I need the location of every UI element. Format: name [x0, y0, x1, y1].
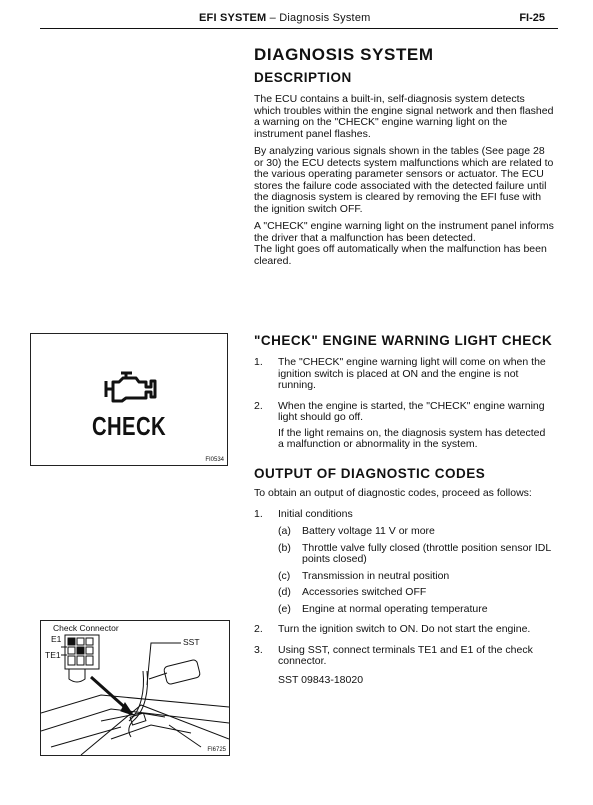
- output-codes-heading: OUTPUT OF DIAGNOSTIC CODES: [254, 466, 486, 481]
- description-paragraph: A "CHECK" engine warning light on the instrument panel informs the driver that a malfunction has been detected. The light goes off automatically when the malfunction has been cleared.: [254, 220, 554, 267]
- check-label: CHECK: [91, 411, 167, 441]
- step-text: The "CHECK" engine warning light will come on when the ignition switch is placed at ON and the engine is not running.: [278, 356, 546, 391]
- step-text: Using SST, connect terminals TE1 and E1 of the check connector.: [278, 643, 533, 667]
- sub-letter: (e): [278, 602, 291, 615]
- sub-letter: (a): [278, 525, 291, 537]
- step-number: 2.: [254, 399, 263, 412]
- e1-label: E1: [51, 634, 62, 644]
- sub-list-item: [278, 543, 554, 566]
- list-item: [254, 624, 554, 636]
- sub-letter: (c): [278, 569, 291, 582]
- running-header: [199, 12, 371, 24]
- check-engine-icon: [102, 370, 158, 404]
- output-codes-steps: [254, 509, 554, 687]
- sub-list-item: [278, 571, 554, 583]
- connector-illustration: [41, 621, 229, 755]
- sub-letter: (d): [278, 586, 291, 598]
- initial-conditions-list: [278, 526, 554, 615]
- step-number: 1.: [254, 507, 263, 520]
- te1-label: TE1: [45, 650, 61, 660]
- description-section: [254, 45, 554, 273]
- sub-text: Throttle valve fully closed (throttle position sensor IDL points closed): [302, 541, 551, 565]
- check-light-steps: [254, 357, 554, 451]
- description-paragraph: The ECU contains a built-in, self-diagnosis system detects which troubles within the engine signal network and then flashed a warning on the "CHECK" engine warning light on the instrument panel flashes.: [254, 93, 554, 140]
- page-number: FI-25: [519, 12, 545, 24]
- sub-text: Transmission in neutral position: [302, 569, 450, 582]
- step-number: 1.: [254, 356, 263, 368]
- sub-list-item: [278, 526, 554, 538]
- step-text: If the light remains on, the diagnosis system has detected a malfunction or abnormality in the system.: [278, 426, 546, 450]
- figure-code: FI0534: [205, 457, 224, 463]
- check-light-section: [254, 333, 554, 460]
- sst-label: SST: [183, 637, 200, 647]
- list-item: [254, 509, 554, 616]
- sub-text: Battery voltage 11 V or more: [302, 525, 435, 537]
- check-connector-figure: [40, 620, 230, 756]
- header-rule: [40, 28, 558, 29]
- header-subtitle: Diagnosis System: [279, 12, 371, 24]
- check-light-heading: "CHECK" ENGINE WARNING LIGHT CHECK: [254, 333, 553, 348]
- check-light-figure: [30, 333, 228, 466]
- header-section: EFI SYSTEM: [199, 12, 267, 24]
- list-item: [254, 357, 554, 392]
- output-codes-section: [254, 466, 554, 695]
- sst-number: SST 09843-18020: [278, 673, 364, 686]
- output-codes-intro: To obtain an output of diagnostic codes, proceed as follows:: [254, 487, 532, 499]
- step-text: Initial conditions: [278, 507, 353, 520]
- description-paragraph: By analyzing various signals shown in the tables (See page 28 or 30) the ECU detects system malfunctions which are related to the various operating parameter sensors or actuator. The ECU stores the failure code associated with the detected failure until the diagnosis system is cleared by removing the EFI fuse with the ignition switch OFF.: [254, 145, 554, 215]
- figure-code: FI6725: [207, 747, 226, 753]
- step-text: Turn the ignition switch to ON. Do not start the engine.: [278, 623, 531, 635]
- description-heading: DESCRIPTION: [254, 70, 352, 85]
- header-separator: –: [269, 12, 276, 24]
- step-text: When the engine is started, the "CHECK" engine warning light should go off.: [278, 399, 545, 423]
- sub-list-item: [278, 587, 554, 599]
- figure-title: Check Connector: [53, 623, 119, 633]
- list-item: [254, 645, 554, 687]
- sub-list-item: [278, 604, 554, 616]
- sub-text: Accessories switched OFF: [302, 586, 427, 598]
- step-number: 2.: [254, 623, 263, 635]
- step-number: 3.: [254, 643, 263, 656]
- list-item: [254, 401, 554, 451]
- sub-text: Engine at normal operating temperature: [302, 602, 488, 615]
- page-title: DIAGNOSIS SYSTEM: [254, 45, 434, 64]
- sub-letter: (b): [278, 541, 291, 554]
